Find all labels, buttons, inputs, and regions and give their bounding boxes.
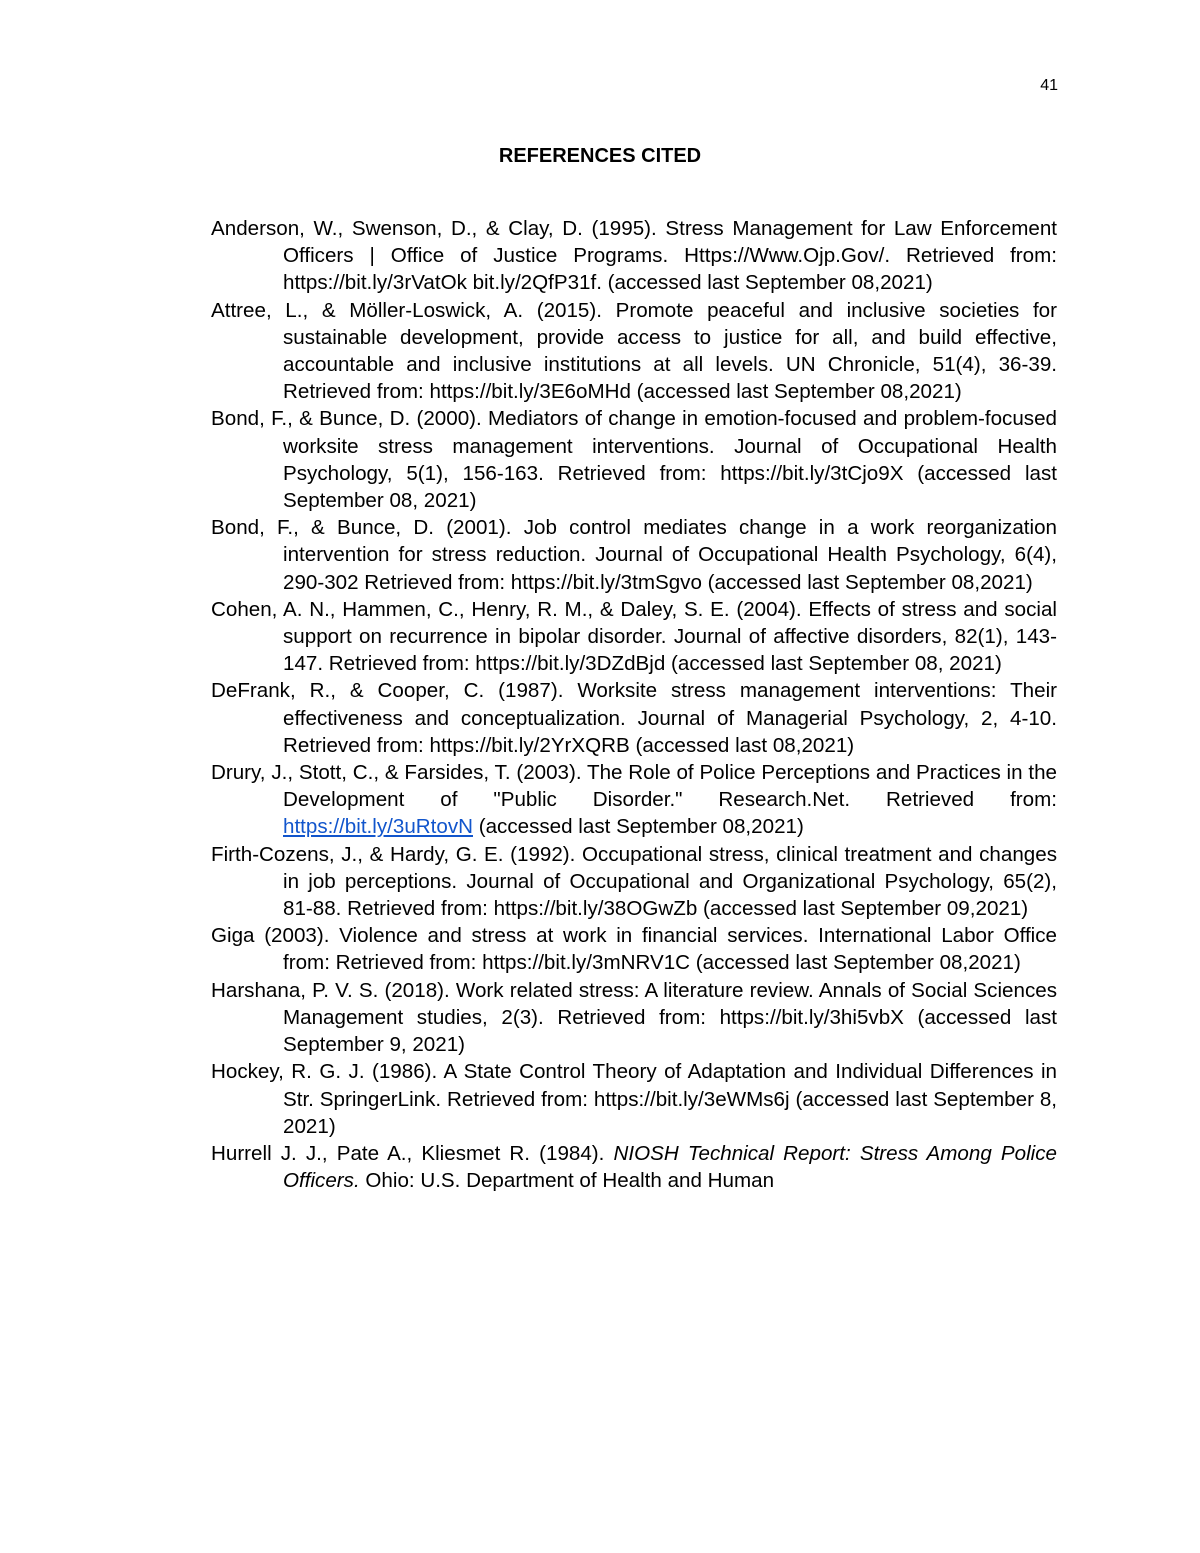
reference-text: Hurrell J. J., Pate A., Kliesmet R. (1984). [211, 1141, 614, 1165]
reference-list [211, 215, 1057, 1194]
reference-link[interactable]: https://bit.ly/3uRtovN [283, 815, 473, 839]
reference-text: Drury, J., Stott, C., & Farsides, T. (2003). The Role of Police Perceptions and Practices in the Development of "Public Disorder." Research.Net. Retrieved from: [211, 761, 1057, 812]
page-number: 41 [1040, 77, 1058, 94]
reference-italic-title: NIOSH Technical Report: Stress Among Police Officers. [283, 1141, 1057, 1193]
reference-hurrell-1984 [211, 1140, 1057, 1194]
reference-bond-2001: Bond, F., & Bunce, D. (2001). Job control mediates change in a work reorganization intervention for stress reduction. Journal of Occupational Health Psychology, 6(4), 290-302 Retrieved from: https://bit.ly/3tmSgvo (accessed last September 08,2021) [211, 516, 1057, 594]
reference-harshana-2018: Harshana, P. V. S. (2018). Work related stress: A literature review. Annals of Social Sciences Management studies, 2(3). Retrieved from: https://bit.ly/3hi5vbX (accessed last September 9, 2021) [211, 978, 1057, 1057]
page-title: REFERENCES CITED [498, 145, 702, 167]
reference-cohen-2004: Cohen, A. N., Hammen, C., Henry, R. M., & Daley, S. E. (2004). Effects of stress and social support on recurrence in bipolar disorder. Journal of affective disorders, 82(1), 143-147. Retrieved from: https://bit.ly/3DZdBjd (accessed last September 08, 2021) [211, 597, 1057, 676]
reference-attree-2015: Attree, L., & Möller-Loswick, A. (2015). Promote peaceful and inclusive societies for sustainable development, provide access to justice for all, and build effective, accountable and inclusive institutions at all levels. UN Chronicle, 51(4), 36-39. Retrieved from: https://bit.ly/3E6oMHd (accessed last September 08,2021) [211, 298, 1057, 404]
reference-drury-2003 [211, 759, 1057, 841]
reference-anderson-1995: Anderson, W., Swenson, D., & Clay, D. (1995). Stress Management for Law Enforcement Officers | Office of Justice Programs. Https://Www.Ojp.Gov/. Retrieved from: https://bit.ly/3rVatOk bit.ly/2QfP31f. (accessed last September 08,2021) [211, 217, 1057, 295]
reference-hockey-1986: Hockey, R. G. J. (1986). A State Control Theory of Adaptation and Individual Differences in Str. SpringerLink. Retrieved from: https://bit.ly/3eWMs6j (accessed last September 8, 2021) [211, 1060, 1057, 1138]
reference-giga-2003: Giga (2003). Violence and stress at work in financial services. International Labor Office from: Retrieved from: https://bit.ly/3mNRV1C (accessed last September 08,2021) [211, 924, 1057, 975]
reference-bond-2000: Bond, F., & Bunce, D. (2000). Mediators of change in emotion-focused and problem-focused worksite stress management interventions. Journal of Occupational Health Psychology, 5(1), 156-163. Retrieved from: https://bit.ly/3tCjo9X (accessed last September 08, 2021) [211, 407, 1057, 513]
reference-firth-cozens-1992: Firth-Cozens, J., & Hardy, G. E. (1992). Occupational stress, clinical treatment and changes in job perceptions. Journal of Occupational and Organizational Psychology, 65(2), 81-88. Retrieved from: https://bit.ly/38OGwZb (accessed last September 09,2021) [211, 842, 1057, 921]
reference-text: Ohio: U.S. Department of Health and Human [359, 1169, 775, 1193]
reference-defrank-1987: DeFrank, R., & Cooper, C. (1987). Worksite stress management interventions: Their effectiveness and conceptualization. Journal of Managerial Psychology, 2, 4-10. Retrieved from: https://bit.ly/2YrXQRB (accessed last 08,2021) [211, 679, 1057, 757]
reference-text: (accessed last September 08,2021) [473, 815, 804, 839]
